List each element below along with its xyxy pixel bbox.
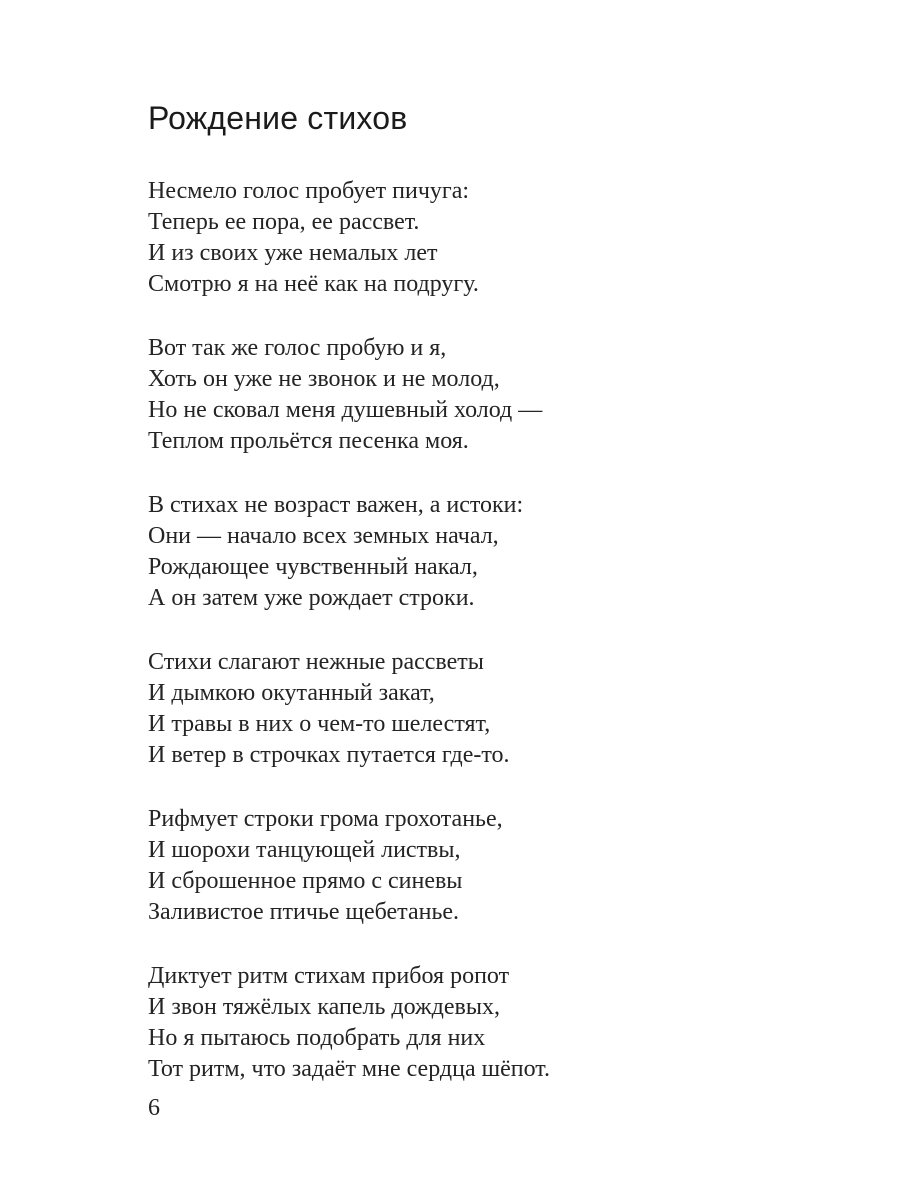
poem-line: И сброшенное прямо с синевы xyxy=(148,868,463,894)
poem-line: Но не сковал меня душевный холод — xyxy=(148,397,543,423)
poem-stanza-2 xyxy=(148,333,840,457)
poem-line: Они — начало всех земных начал, xyxy=(148,523,499,549)
poem-line: Теплом прольётся песенка моя. xyxy=(148,428,469,454)
poem-line: И шорохи танцующей листвы, xyxy=(148,837,461,863)
poem-line: Рифмует строки грома грохотанье, xyxy=(148,806,503,832)
poem-line: Теперь ее пора, ее рассвет. xyxy=(148,209,420,235)
poem-stanza-3 xyxy=(148,490,840,614)
poem-line: Тот ритм, что задаёт мне сердца шёпот. xyxy=(148,1056,550,1082)
poem-line: В стихах не возраст важен, а истоки: xyxy=(148,492,524,518)
poem-line: И из своих уже немалых лет xyxy=(148,240,438,266)
poem-line: И дымкою окутанный закат, xyxy=(148,680,435,706)
poem-line: Хоть он уже не звонок и не молод, xyxy=(148,366,500,392)
poem-line: Но я пытаюсь подобрать для них xyxy=(148,1025,486,1051)
poem-line: Несмело голос пробует пичуга: xyxy=(148,178,470,204)
poem-line: Заливистое птичье щебетанье. xyxy=(148,899,460,925)
poem-title: Рождение стихов xyxy=(148,100,408,136)
poem-stanza-1 xyxy=(148,176,840,300)
poem-line: Стихи слагают нежные рассветы xyxy=(148,649,484,675)
poem-line: Смотрю я на неё как на подругу. xyxy=(148,271,479,297)
poem-line: Диктует ритм стихам прибоя ропот xyxy=(148,963,510,989)
page-number: 6 xyxy=(148,1095,160,1121)
poem-line: И травы в них о чем-то шелестят, xyxy=(148,711,491,737)
poem-line: А он затем уже рождает строки. xyxy=(148,585,475,611)
poem-line: Рождающее чувственный накал, xyxy=(148,554,478,580)
poem-line: И звон тяжёлых капель дождевых, xyxy=(148,994,500,1020)
poem-line: И ветер в строчках путается где-то. xyxy=(148,742,510,768)
poem-stanza-5 xyxy=(148,804,840,928)
poem-stanza-4 xyxy=(148,647,840,771)
poem-line: Вот так же голос пробую и я, xyxy=(148,335,447,361)
poem-stanza-6 xyxy=(148,961,840,1085)
